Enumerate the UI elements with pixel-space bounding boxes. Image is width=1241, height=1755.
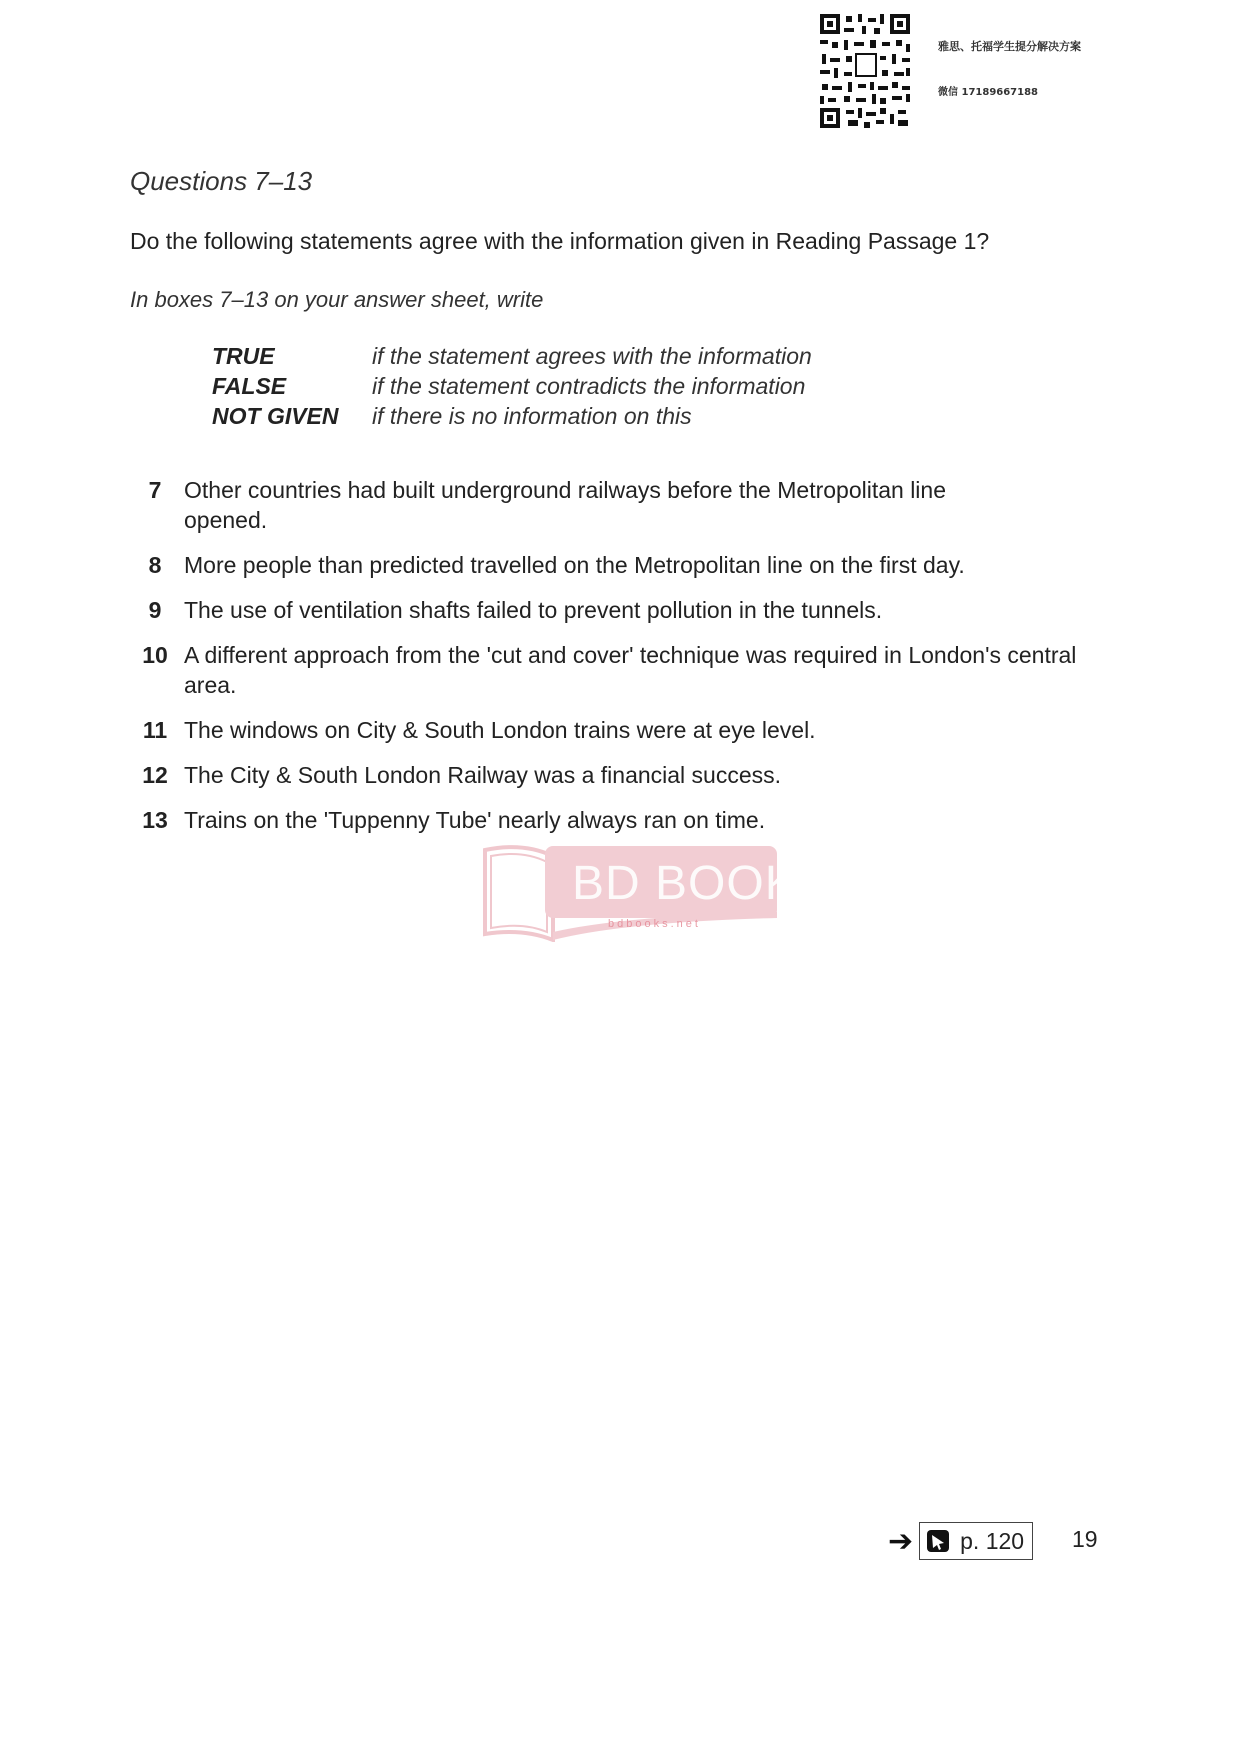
question-text: Other countries had built underground railways before the Metropolitan line opened. — [184, 477, 946, 533]
page-number: 19 — [1072, 1526, 1098, 1552]
question-item — [126, 550, 1086, 580]
question-number: 13 — [142, 807, 168, 833]
question-number: 8 — [148, 552, 162, 578]
question-item — [126, 805, 1086, 835]
legend-key: FALSE — [212, 373, 287, 399]
question-text: A different approach from the 'cut and cover' technique was required in London's central area. — [184, 642, 1077, 698]
watermark-brand: BD BOOKS — [572, 857, 831, 910]
question-list — [126, 475, 1086, 850]
legend-description: if there is no information on this — [372, 403, 692, 429]
answer-legend — [212, 343, 812, 433]
legend-row — [212, 373, 812, 403]
watermark-site: bdbooks.net — [608, 918, 701, 930]
section-intro: Do the following statements agree with the information given in Reading Passage 1? — [130, 228, 990, 254]
question-text: The City & South London Railway was a financial success. — [184, 762, 782, 788]
page-reference: p. 120 — [960, 1527, 1025, 1554]
question-item — [126, 760, 1086, 790]
question-item — [126, 640, 1086, 700]
question-item — [126, 475, 1086, 535]
section-title: Questions 7–13 — [130, 166, 313, 196]
qr-code-image — [818, 12, 912, 130]
legend-row — [212, 403, 812, 433]
question-text: More people than predicted travelled on the Metropolitan line on the first day. — [184, 552, 965, 578]
qr-caption-contact: 微信 17189667188 — [938, 87, 1039, 98]
question-number: 9 — [148, 597, 162, 623]
legend-key: TRUE — [212, 343, 275, 369]
question-number: 7 — [148, 477, 162, 503]
qr-caption-title: 雅思、托福学生提分解决方案 — [938, 40, 1081, 53]
question-number: 12 — [142, 762, 168, 788]
question-item — [126, 595, 1086, 625]
arrow-right-icon: ➔ — [888, 1524, 914, 1558]
legend-description: if the statement contradicts the information — [372, 373, 806, 399]
answer-reference — [888, 1522, 1033, 1560]
legend-key: NOT GIVEN — [212, 403, 339, 429]
question-item — [126, 715, 1086, 745]
legend-description: if the statement agrees with the information — [372, 343, 812, 369]
section-instruction: In boxes 7–13 on your answer sheet, write — [130, 287, 544, 312]
legend-row — [212, 343, 812, 373]
question-text: The windows on City & South London trains were at eye level. — [184, 717, 816, 743]
question-number: 10 — [142, 642, 168, 668]
question-text: The use of ventilation shafts failed to prevent pollution in the tunnels. — [184, 597, 883, 623]
question-number: 11 — [142, 717, 168, 743]
question-text: Trains on the 'Tuppenny Tube' nearly always ran on time. — [184, 807, 766, 833]
answer-key-icon — [926, 1529, 950, 1553]
answer-key-reference-box — [919, 1522, 1033, 1560]
